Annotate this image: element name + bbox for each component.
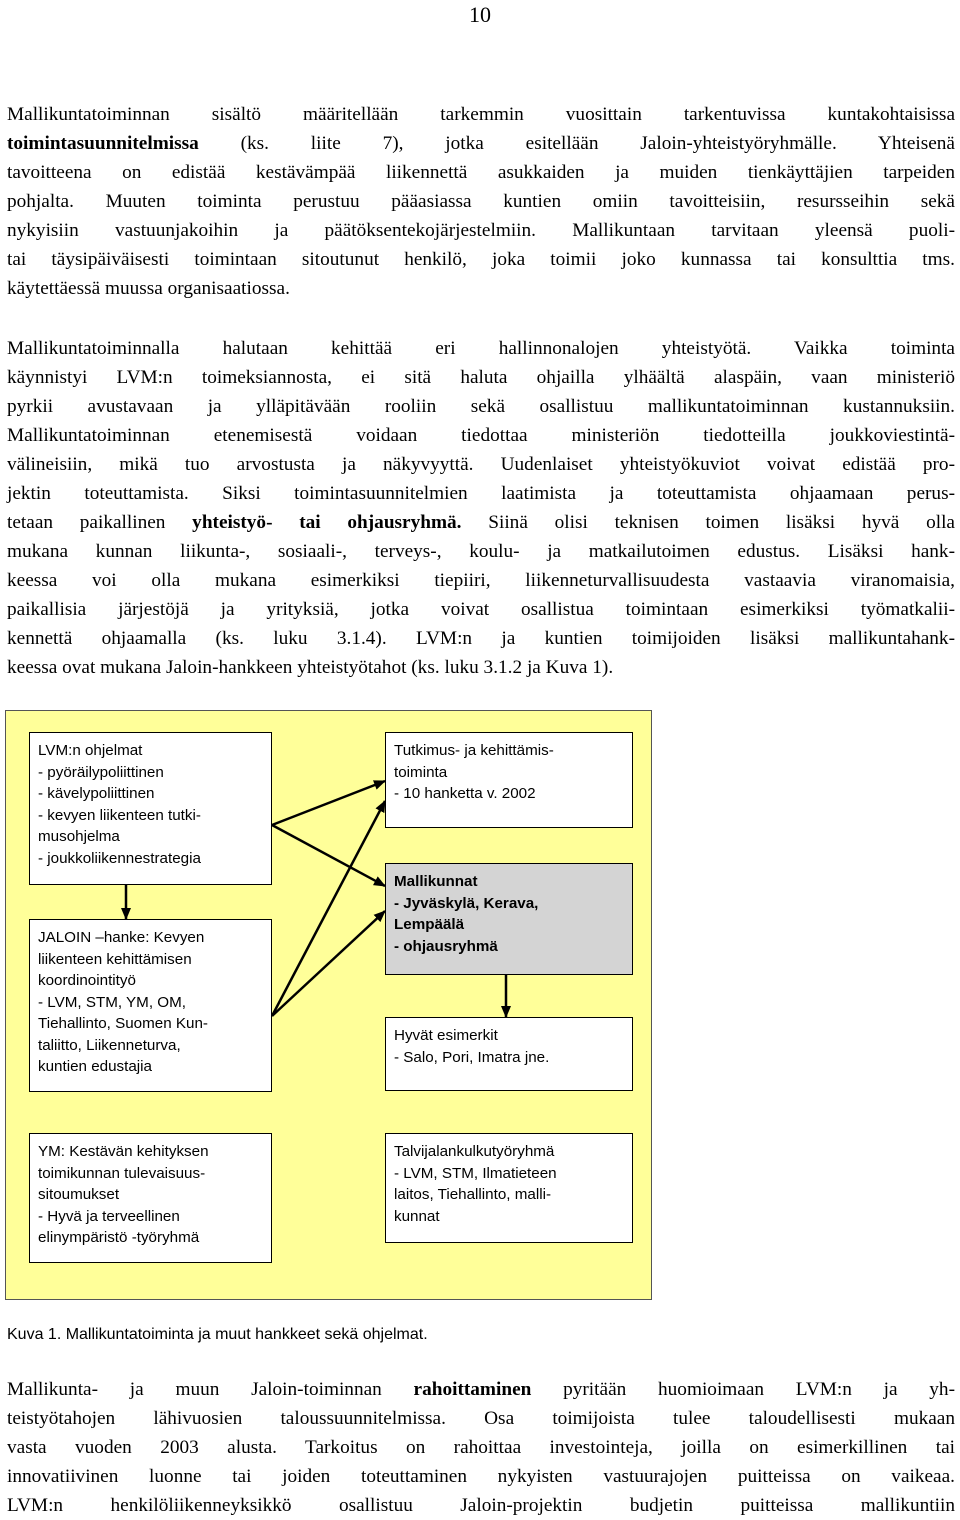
box-line: liikenteen kehittämisen [38,950,192,968]
box-line: - 10 hanketta v. 2002 [394,785,536,802]
text-line: kennettä ohjaamalla (ks. luku 3.1.4). LVM:n ja kuntien toimijoiden lisäksi mallikuntahank- [7,628,955,649]
box-line: taliitto, Liikenneturva, [38,1036,181,1054]
bold-term: rahoittaminen [413,1379,532,1400]
arrow-mallikunnat-to-tutkimus [272,781,385,825]
text-line: vasta vuoden 2003 alusta. Tarkoitus on rahoittaa investointeja, joilla on esimerkillinen tai [7,1437,955,1458]
box-line: Tiehallinto, Suomen Kun- [38,1015,208,1032]
box-line: Mallikunnat [394,873,478,890]
lvm-programs-box [29,732,272,885]
text-line: teistyötahojen lähivuosien taloussuunnitelmissa. Osa toimijoista tulee taloudellisesti mukaan [7,1408,955,1429]
text-line: keessa voi olla mukana esimerkiksi tiepiiri, liikenneturvallisuudesta vastaavia viranomaisia, [7,570,955,591]
text-run: (ks. liite 7), jotka esitellään Jaloin-yhteistyöryhmälle. Yhteisenä [198,133,955,154]
bold-term: toimintasuunnitelmissa [7,133,199,154]
box-line: - Hyvä ja terveellinen [38,1207,180,1225]
box-line: - Jyväskylä, Kerava, [394,894,539,912]
text-run: pyritään huomioimaan LVM:n ja yh- [531,1379,955,1400]
text-line: Mallikuntatoiminnan etenemisestä voidaan tiedottaa ministeriön tiedotteilla joukkoviestintä- [7,425,955,446]
text-line: jektin toteuttamista. Siksi toimintasuunnitelmien laatimista ja toteuttamista ohjaamaan perus- [7,483,955,504]
text-line: Mallikuntatoiminnan sisältö määritellään tarkemmin vuosittain tarkentuvissa kuntakohtaisissa [7,104,955,125]
box-line: - Salo, Pori, Imatra jne. [394,1048,550,1066]
winter-walking-group-box [385,1133,633,1243]
box-line: kunnat [394,1207,440,1225]
text-line: paikallisia järjestöjä ja yrityksiä, jotka voivat osallistua toimintaan esimerkiksi työmatkalii- [7,599,955,620]
text-line: käytettäessä muussa organisaatiossa. [7,278,290,299]
box-line: - kevyen liikenteen tutki- [38,806,201,824]
box-line: YM: Kestävän kehityksen [38,1143,209,1160]
box-line: - LVM, STM, Ilmatieteen [394,1164,557,1182]
box-line: - kävelypoliittinen [38,785,155,802]
box-line: toiminta [394,763,448,781]
text-line: tai täysipäiväisesti toimintaan sitoutunut henkilö, joka toimii joko kunnassa tai konsulttia tms. [7,249,955,270]
box-line: toimikunnan tulevaisuus- [38,1164,206,1182]
paragraph-2 [7,334,955,682]
text-line: innovatiivinen luonne tai joiden toteuttaminen nykyisten vastuurajojen puitteissa on vaikeaa. [7,1466,955,1487]
box-line: Hyvät esimerkit [394,1027,498,1044]
bold-term: yhteistyö- tai ohjausryhmä. [192,512,462,533]
arrow-jaloin-to-mallikunnat [272,911,385,1016]
text-line: Mallikuntatoiminnalla halutaan kehittää eri hallinnonalojen yhteistyötä. Vaikka toiminta [7,338,955,359]
collaboration-diagram [5,710,652,1300]
text-line: keessa ovat mukana Jaloin-hankkeen yhteistyötahot (ks. luku 3.1.2 ja Kuva 1). [7,657,614,678]
box-line: Tutkimus- ja kehittämis- [394,742,554,759]
text-line [7,508,955,537]
box-line: Talvijalankulkutyöryhmä [394,1143,555,1160]
box-line: kuntien edustajia [38,1058,152,1075]
box-line: koordinointityö [38,972,136,989]
text-line: LVM:n henkilöliikenneyksikkö osallistuu Jaloin-projektin budjetin puitteissa mallikuntiin [7,1495,955,1516]
text-line [7,1375,955,1404]
box-line: - joukkoliikennestrategia [38,849,201,867]
page-number: 10 [469,2,491,27]
good-examples-box [385,1017,633,1091]
jaloin-project-box [29,919,272,1092]
box-line: - LVM, STM, YM, OM, [38,993,186,1011]
box-line: Lempäälä [394,916,465,933]
text-line [7,129,955,158]
box-line: laitos, Tiehallinto, malli- [394,1186,551,1203]
text-run: Mallikunta- ja muun Jaloin-toiminnan [7,1379,414,1400]
text-run: Siinä olisi teknisen toimen lisäksi hyvä olla [461,512,955,533]
box-line: LVM:n ohjelmat [38,742,143,759]
research-box [385,732,633,828]
text-line: pyrkii avustavaan ja ylläpitävään rooliin sekä osallistuu mallikuntatoiminnan kustannuksiin. [7,396,955,417]
text-line: käynnistyi LVM:n toimeksiannosta, ei sitä haluta ohjailla ylhäältä alaspäin, vaan ministeriö [7,367,955,388]
paragraph-3 [7,1375,955,1520]
box-line: elinympäristö -työryhmä [38,1229,200,1246]
box-line: - ohjausryhmä [394,937,498,955]
text-line: mukana kunnan liikunta-, sosiaali-, terveys-, koulu- ja matkailutoimen edustus. Lisäksi hank- [7,541,955,562]
text-line: pohjalta. Muuten toiminta perustuu pääasiassa kuntien omiin tavoitteisiin, resursseihin sekä [7,191,955,212]
text-line: nykyisiin vastuunjakoihin ja päätöksentekojärjestelmiin. Mallikuntaan tarvitaan yleensä puoli- [7,220,955,241]
paragraph-1 [7,100,955,303]
ym-commitments-box [29,1133,272,1263]
box-line: musohjelma [38,828,120,845]
text-run: tetaan paikallinen [7,512,193,533]
text-line: välineisiin, mikä tuo arvostusta ja näkyvyyttä. Uudenlaiset yhteistyökuviot voivat edistää pro- [7,454,955,475]
figure-caption: Kuva 1. Mallikuntatoiminta ja muut hankkeet sekä ohjelmat. [7,1326,428,1343]
text-line: tavoitteena on edistää kestävämpää liikennettä asukkaiden ja muiden tienkäyttäjien tarpeiden [7,162,955,183]
box-line: sitoumukset [38,1186,120,1203]
model-municipalities-box [385,863,633,975]
box-line: - pyöräilypoliittinen [38,763,164,781]
box-line: JALOIN –hanke: Kevyen [38,929,205,946]
